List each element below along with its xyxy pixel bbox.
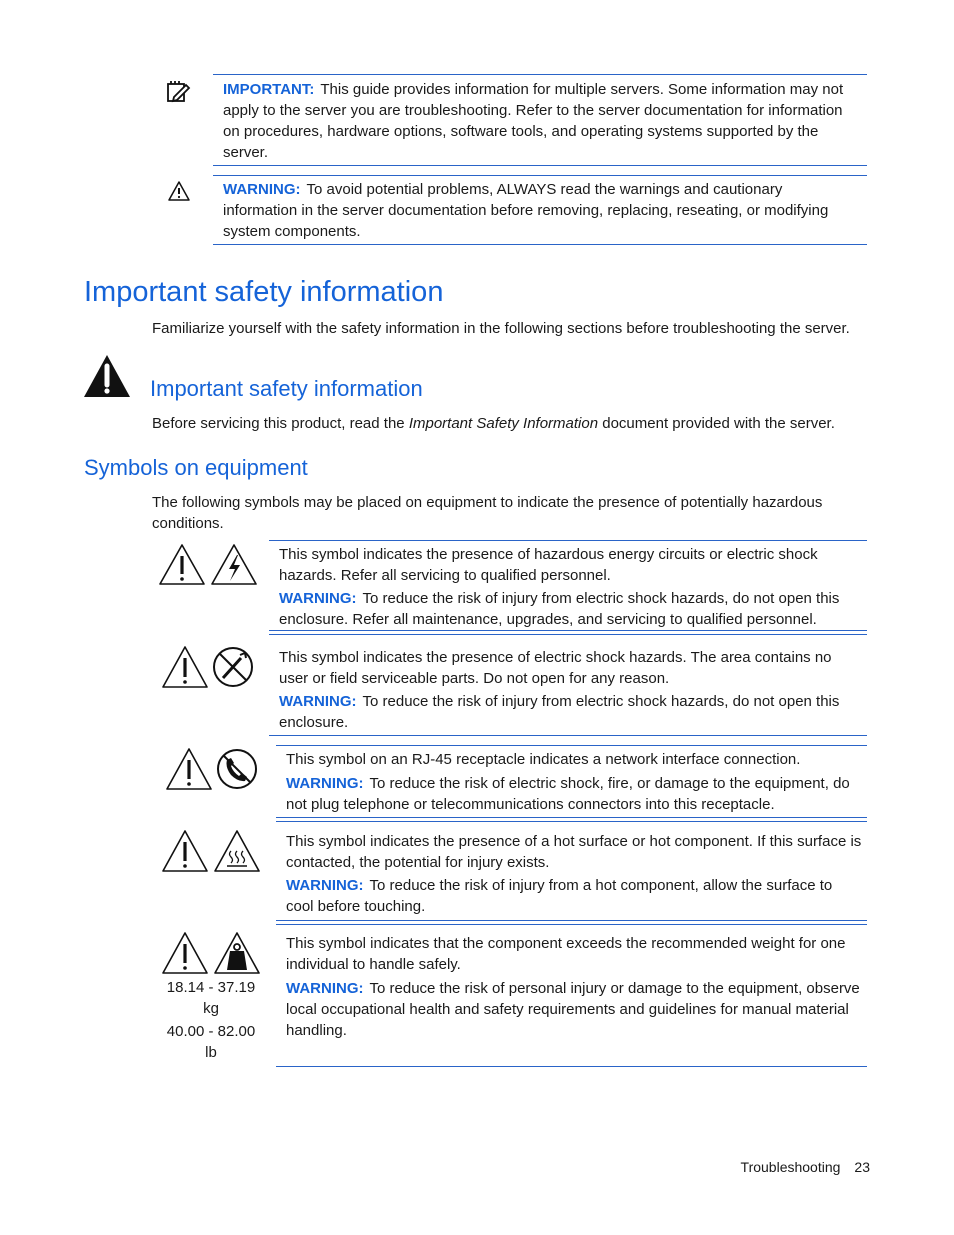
section-heading: Important safety information bbox=[84, 276, 444, 308]
weight-range bbox=[156, 977, 266, 1063]
subsection-heading: Important safety information bbox=[150, 376, 423, 401]
weight-lb-range: 40.00 - 82.00 bbox=[166, 1023, 256, 1040]
exclamation-triangle-icon bbox=[167, 749, 211, 789]
no-telephone-icon bbox=[218, 750, 256, 788]
symbol-description: This symbol on an RJ-45 receptacle indicates a network interface connection. bbox=[286, 751, 801, 768]
warning-note bbox=[223, 179, 859, 242]
warning-text: To reduce the risk of injury from a hot component, allow the surface to cool before touching. bbox=[286, 877, 833, 915]
safety-doc-text: Before servicing this product, read the Important Safety Information document provided with the server. bbox=[152, 415, 835, 432]
symbol-row-rule bbox=[276, 745, 867, 746]
warning-text: To avoid potential problems, ALWAYS read the warnings and cautionary information in the server documentation before removing, replacing, reseating, or modifying system components. bbox=[223, 181, 829, 240]
hazard-warning-icon bbox=[83, 354, 131, 398]
symbol-row-3 bbox=[286, 749, 863, 815]
hot-surface-triangle-icon bbox=[215, 831, 259, 871]
symbol-row-rule bbox=[269, 630, 867, 635]
symbol-row-rule bbox=[269, 540, 867, 541]
important-note-icon bbox=[166, 80, 192, 104]
warning-triangle-icon bbox=[167, 180, 191, 202]
hot-surface-symbols bbox=[161, 829, 261, 873]
warning-text: To reduce the risk of personal injury or damage to the equipment, observe local occupational health and safety requirements and guidelines for manual material handling. bbox=[286, 980, 860, 1039]
warning-text: To reduce the risk of injury from electric shock hazards, do not open this enclosure. Refer all maintenance, upgrades, and servicing to qualified personnel. bbox=[279, 590, 840, 628]
weight-kg-unit: kg bbox=[203, 1000, 219, 1017]
footer-section: Troubleshooting bbox=[740, 1159, 841, 1175]
symbol-row-rule bbox=[269, 735, 867, 736]
note-rule-bottom bbox=[213, 165, 867, 166]
warning-label: WARNING: bbox=[279, 590, 357, 607]
warning-label: WARNING: bbox=[286, 775, 364, 792]
important-text: This guide provides information for multiple servers. Some information may not apply to the server you are troubleshooting. Refer to the server documentation for information on procedures, hardware options, software tools, and operating systems supported by the server. bbox=[223, 81, 844, 161]
symbol-row-rule bbox=[276, 920, 867, 925]
warning-text: To reduce the risk of electric shock, fire, or damage to the equipment, do not plug telephone or telecommunications connectors into this receptacle. bbox=[286, 775, 850, 813]
electric-shock-triangle-icon bbox=[212, 545, 256, 584]
subsection-heading: Symbols on equipment bbox=[84, 455, 308, 480]
heavy-weight-symbols bbox=[161, 931, 261, 975]
symbol-row-2 bbox=[279, 647, 863, 733]
exclamation-triangle-icon bbox=[163, 647, 207, 687]
warning-label: WARNING: bbox=[223, 181, 301, 198]
no-tools-icon bbox=[214, 648, 252, 686]
section-intro: Familiarize yourself with the safety information in the following sections before troubleshooting the server. bbox=[152, 320, 850, 337]
exclamation-triangle-icon bbox=[163, 933, 207, 973]
note-rule-top bbox=[213, 175, 867, 176]
symbol-description: This symbol indicates the presence of hazardous energy circuits or electric shock hazards. Refer all servicing to qualified personnel. bbox=[279, 546, 818, 584]
warning-label: WARNING: bbox=[279, 693, 357, 710]
symbol-row-4 bbox=[286, 831, 863, 917]
symbol-description: This symbol indicates the presence of electric shock hazards. The area contains no user or field serviceable parts. Do not open for any reason. bbox=[279, 649, 832, 687]
symbols-intro: The following symbols may be placed on equipment to indicate the presence of potentially hazardous conditions. bbox=[152, 494, 823, 532]
page-footer bbox=[700, 1157, 870, 1178]
safety-doc-title: Important Safety Information bbox=[408, 415, 599, 432]
electric-shock-symbols bbox=[161, 645, 257, 689]
symbol-description: This symbol indicates that the component exceeds the recommended weight for one individual to handle safely. bbox=[286, 935, 846, 973]
symbol-row-1 bbox=[279, 544, 863, 630]
symbol-description: This symbol indicates the presence of a hot surface or hot component. If this surface is contacted, the potential for injury exists. bbox=[286, 833, 862, 871]
exclamation-triangle-icon bbox=[160, 545, 204, 584]
weight-kg-range: 18.14 - 37.19 bbox=[166, 979, 256, 996]
important-note bbox=[223, 79, 859, 163]
symbol-row-rule bbox=[276, 1066, 867, 1067]
important-label: IMPORTANT: bbox=[223, 81, 315, 98]
hazardous-energy-symbols bbox=[158, 543, 258, 585]
page-number: 23 bbox=[854, 1159, 870, 1175]
network-interface-symbols bbox=[165, 747, 261, 791]
warning-text: To reduce the risk of injury from electric shock hazards, do not open this enclosure. bbox=[279, 693, 840, 731]
warning-label: WARNING: bbox=[286, 877, 364, 894]
symbol-row-5 bbox=[286, 933, 863, 1041]
note-rule-top bbox=[213, 74, 867, 75]
symbol-row-rule bbox=[276, 817, 867, 822]
note-rule-bottom bbox=[213, 244, 867, 245]
exclamation-triangle-icon bbox=[163, 831, 207, 871]
weight-triangle-icon bbox=[215, 933, 259, 973]
weight-lb-unit: lb bbox=[205, 1044, 217, 1061]
warning-label: WARNING: bbox=[286, 980, 364, 997]
